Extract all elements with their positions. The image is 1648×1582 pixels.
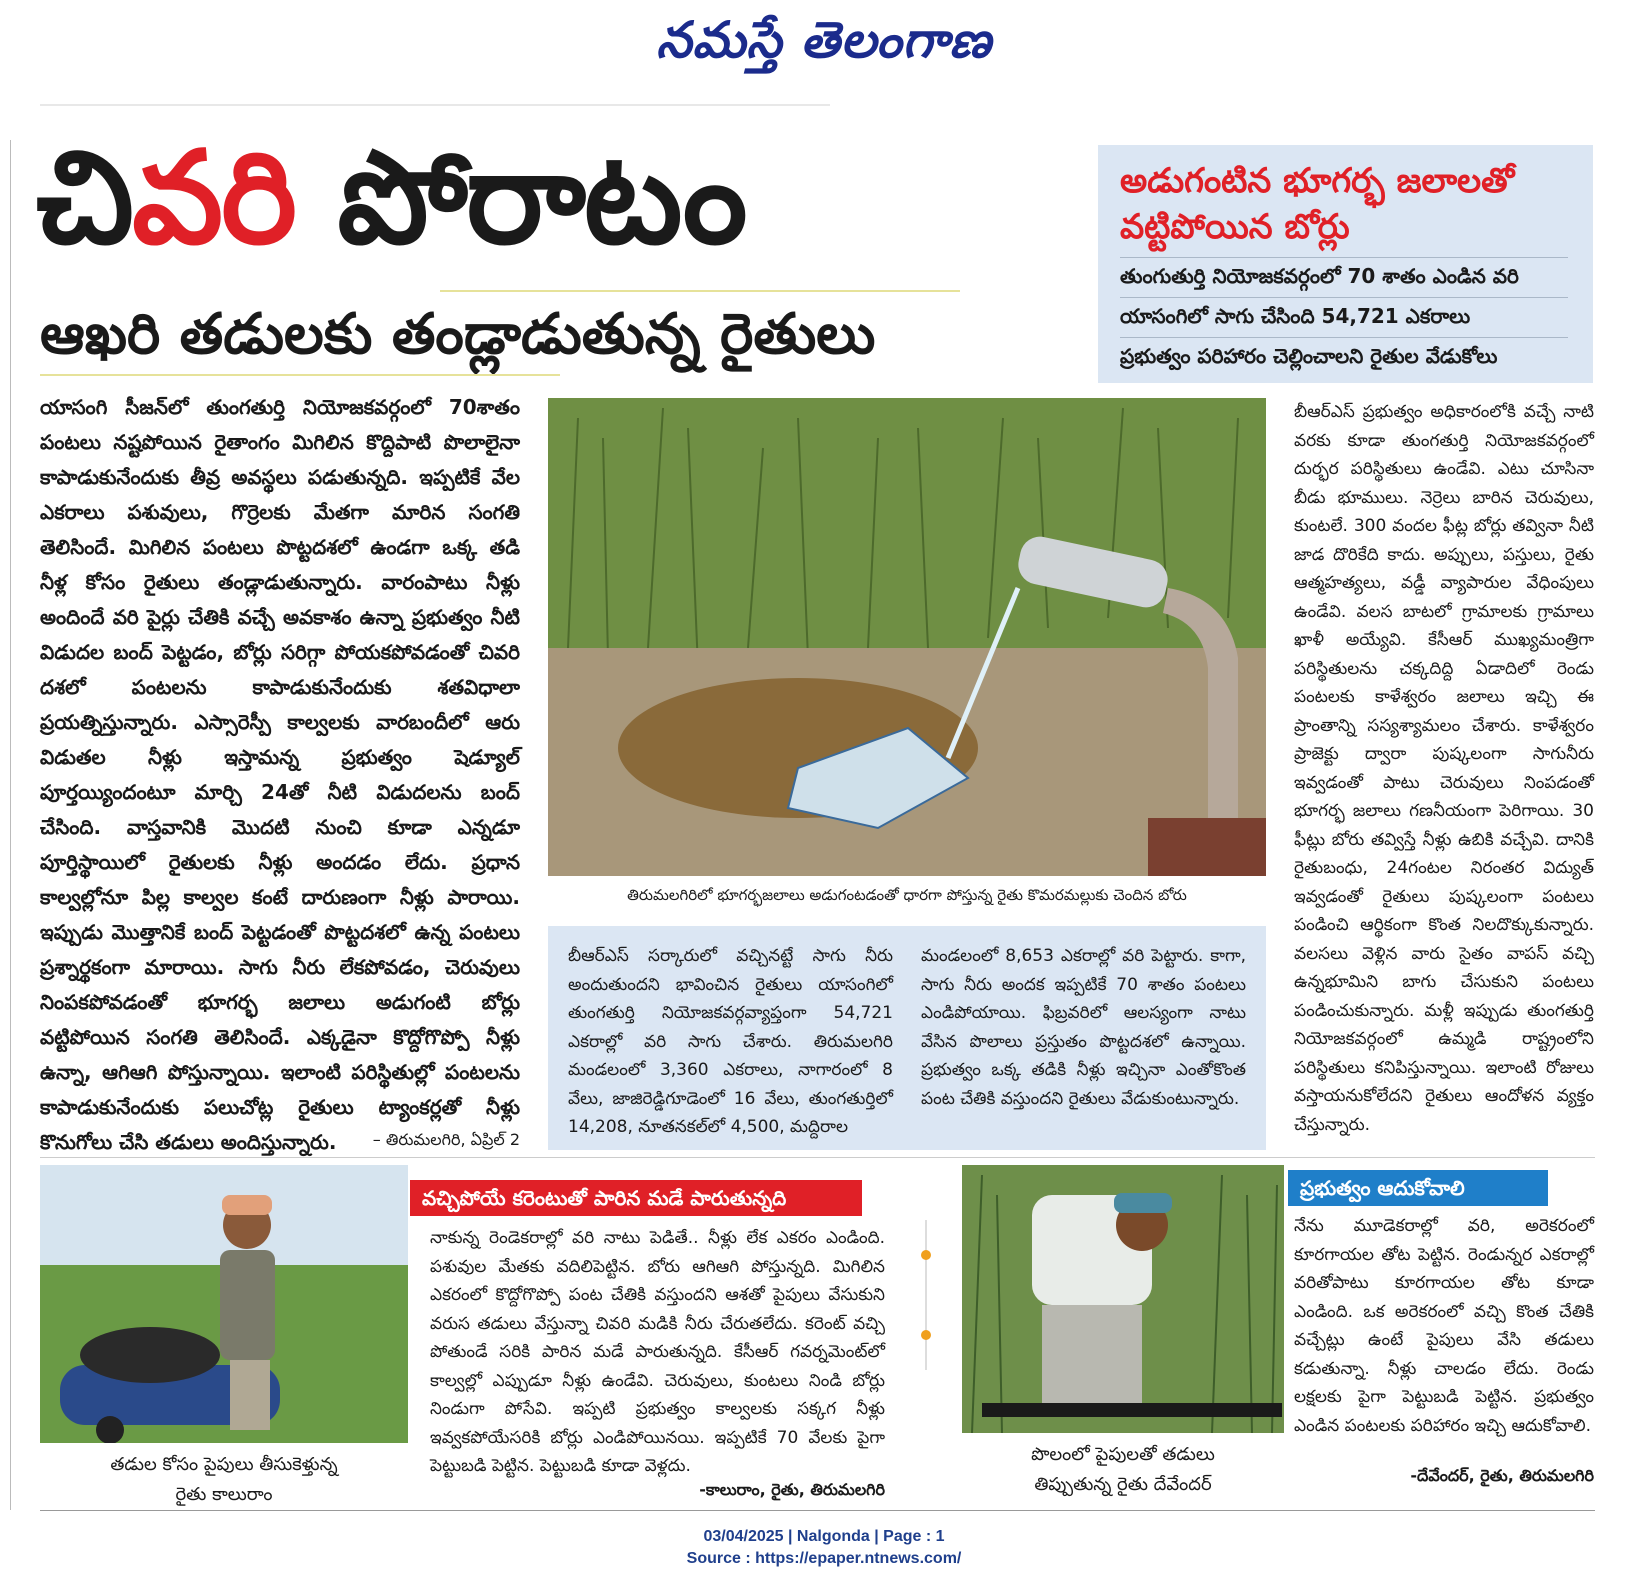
farmer-kaluram-illustration [40,1165,408,1443]
ornament-dot-icon [921,1330,931,1340]
headline-part-1: చి [36,124,133,273]
farmer-devender-caption-line-2: తిప్పుతున్న రైతు దేవేందర్ [1034,1474,1212,1495]
farmer-devender-illustration [962,1165,1284,1433]
footer-date-edition: 03/04/2025 | Nalgonda | Page : 1 [703,1528,945,1545]
quote-ornament-line [925,1220,927,1370]
main-photo-bore-well [548,398,1266,876]
headline-rule [440,290,960,292]
main-photo-caption: తిరుమలగిరిలో భూగర్భజలాలు అడుగంటడంతో ధారగా పోస్తున్న రైతు కొమరమల్లుకు చెందిన బోరు [627,886,1187,904]
highlights-title: అడుగంటిన భూగర్భ జలాలతో వట్టిపోయిన బోర్లు [1120,161,1515,247]
farmer-devender-caption-line-1: పొలంలో పైపులతో తడులు [1031,1444,1215,1465]
footer-rule [40,1510,1595,1511]
devender-quote-heading: ప్రభుత్వం ఆదుకోవాలి [1288,1170,1548,1206]
main-photo-illustration [548,398,1266,876]
quote-ornament [915,1220,935,1380]
headline-part-2: వరి [132,124,295,273]
headline-part-3: పోరాటం [294,124,746,273]
footer-source-link[interactable]: Source : https://epaper.ntnews.com/ [686,1550,962,1567]
headline [36,124,746,273]
article-right-column: బీఆర్‌ఎస్ ప్రభుత్వం అధికారంలోకి వచ్చే నాటి వరకు కూడా తుంగతుర్తి నియోజకవర్గంలో దుర్భర పరిస్థితులు ఉండేవి. ఎటు చూసినా బీడు భూములు. నెర్రెలు బారిన చెరువులు, కుంటలే. 300 వందల ఫీట్ల బోర్లు తవ్వినా నీటి జాడ దొరికేది కాదు. అప్పులు, పస్తులు, రైతు ఆత్మహత్యలు, వడ్డీ వ్యాపారుల వేధింపులు ఉండేవి. వలస బాటలో గ్రామాలకు గ్రామాలు ఖాళీ అయ్యేవి. కేసీఆర్ ముఖ్యమంత్రిగా పరిస్థితులను చక్కదిద్ది ఏడాదిలో రెండు పంటలకు కాళేశ్వరం జలాలు ఇచ్చి ఈ ప్రాంతాన్ని సస్యశ్యామలం చేశారు. కాళేశ్వరం ప్రాజెక్టు ద్వారా పుష్కలంగా సాగునీరు ఇవ్వడంతో పాటు చెరువులు నింపడంతో భూగర్భ జలాలు గణనీయంగా పెరిగాయి. 30 ఫీట్లు బోరు తవ్విస్తే నీళ్లు ఉబికి వచ్చేవి. దానికి రైతుబంధు, 24గంటల నిరంతర విద్యుత్ ఇవ్వడంతో రైతులు పుష్కలంగా పంటలు పండించి ఆర్థికంగా కొంత నిలదొక్కుకున్నారు. వలసలు వెళ్లిన వారు సైతం వాపస్ వచ్చి ఉన్నభూమిని బాగు చేసుకుని పంటలు పండించుకున్నారు. మళ్లీ ఇప్పుడు తుంగతుర్తి నియోజకవర్గంలో ఉమ్మడి రాష్ట్రంలోని పరిస్థితులు కనిపిస్తున్నాయి. ఇలాంటి రోజులు వస్తాయనుకోలేదని రైతులు ఆందోళన వ్యక్తం చేస్తున్నారు. [1294,402,1594,1135]
kaluram-quote-heading: వచ్చిపోయే కరెంటుతో పారిన మడే పారుతున్నది [410,1180,862,1216]
farmer-kaluram-caption-line-1: తడుల కోసం పైపులు తీసుకెళ్తున్న [110,1454,338,1475]
highlights-box [1098,145,1593,383]
kaluram-signature: -కాలురాం, రైతు, తిరుమలగిరి [699,1480,885,1499]
section-divider [40,1157,1595,1158]
farmer-devender-photo [962,1165,1284,1433]
farmer-kaluram-caption-line-2: రైతు కాలురాం [175,1484,273,1505]
statistics-column-1: బీఆర్‌ఎస్ సర్కారులో వచ్చినట్టే సాగు నీరు అందుతుందని భావించిన రైతులు యాసంగిలో తుంగతుర్తి నియోజకవర్గవ్యాప్తంగా 54,721 ఎకరాల్లో వరి సాగు చేశారు. తిరుమలగిరి మండలంలో 3,360 ఎకరాలు, నాగారంలో 8 వేలు, జాజిరెడ్డిగూడెంలో 16 వేలు, తుంగతుర్తిలో 14,208, నూతనకల్‌లో 4,500, మద్దిరాల [568,946,893,1137]
devender-quote-text: నేను మూడెకరాల్లో వరి, అరెకరంలో కూరగాయల తోట పెట్టిన. రెండున్నర ఎకరాల్లో వరితోపాటు కూరగాయల తోట కూడా ఎండింది. ఒక అరెకరంలో వచ్చి కొంత చేతికి వచ్చేట్లు ఉంటే పైపులు వేసి తడులు కడుతున్నా. నీళ్లు చాలడం లేదు. రెండు లక్షలకు పైగా పెట్టుబడి పెట్టిన. ప్రభుత్వం ఎండిన పంటలకు పరిహారం ఇచ్చి ఆదుకోవాలి. [1294,1216,1594,1436]
ornament-dot-icon [921,1250,931,1260]
highlight-line-1: తుంగుతుర్తి నియోజకవర్గంలో 70 శాతం ఎండిన వరి [1120,257,1568,293]
left-column-rule [10,140,11,1510]
statistics-column-2: మండలంలో 8,653 ఎకరాల్లో వరి పెట్టారు. కాగా, సాగు నీరు అందక ఇప్పటికే 70 శాతం పంటలు ఎండిపోయాయి. ఫిబ్రవరిలో ఆలస్యంగా నాటు వేసిన పొలాలు ప్రస్తుతం పొట్టదశలో ఉన్నాయి. ప్రభుత్వం ఒక్క తడికి నీళ్లు ఇచ్చినా ఎంతోకొంత పంట చేతికి వస్తుందని రైతులు వేడుకుంటున్నారు. [921,946,1246,1109]
farmer-kaluram-caption [40,1450,408,1510]
article-left-column: యాసంగి సీజన్‌లో తుంగతుర్తి నియోజకవర్గంలో 70శాతం పంటలు నష్టపోయిన రైతాంగం మిగిలిన కొద్దిపాటి పొలాలైనా కాపాడుకునేందుకు తీవ్ర అవస్థలు పడుతున్నది. ఇప్పటికే వేల ఎకరాలు పశువులు, గొర్రెలకు మేతగా మారిన సంగతి తెలిసిందే. మిగిలిన పంటలు పొట్టదశలో ఉండగా ఒక్క తడి నీళ్ల కోసం రైతులు తండ్లాడుతున్నారు. వారంపాటు నీళ్లు అందిందే వరి పైర్లు చేతికి వచ్చే అవకాశం ఉన్నా ప్రభుత్వం నీటి విడుదల బంద్ పెట్టడం, బోర్లు సరిగ్గా పోయకపోవడంతో చివరి దశలో పంటలను కాపాడుకునేందుకు శతవిధాలా ప్రయత్నిస్తున్నారు. ఎస్సారెస్పీ కాల్వలకు వారబందీలో ఆరు విడుతల నీళ్లు ఇస్తామన్న ప్రభుత్వం షెడ్యూల్ పూర్తయ్యిందంటూ మార్చి 24తో నీటి విడుదలను బంద్ చేసింది. వాస్తవానికి మొదటి నుంచి కూడా ఎన్నడూ పూర్తిస్థాయిలో రైతులకు నీళ్లు అందడం లేదు. ప్రధాన కాల్వల్లోనూ పిల్ల కాల్వల కంటే దారుణంగా నీళ్లు పారాయి. ఇప్పుడు మొత్తానికే బంద్ పెట్టడంతో పొట్టదశలో ఉన్న పంటలు ప్రశ్నార్థకంగా మారాయి. సాగు నీరు లేకపోవడం, చెరువులు నింపకపోవడంతో భూగర్భ జలాలు అడుగంటి బోర్లు వట్టిపోయిన సంగతి తెలిసిందే. ఎక్కడైనా కొద్దోగొప్పో నీళ్లు ఉన్నా, ఆగిఆగి పోస్తున్నాయి. ఇలాంటి పరిస్థితుల్లో పంటలను కాపాడుకునేందుకు పలుచోట్ల రైతులు ట్యాంకర్లతో నీళ్లు కొనుగోలు చేసి తడులు అందిస్తున్నారు. [40,395,520,1154]
farmer-devender-caption [962,1440,1284,1500]
highlight-line-3: ప్రభుత్వం పరిహారం చెల్లించాలని రైతుల వేడుకోలు [1120,337,1568,373]
subheadline-rule [40,374,560,376]
dateline: – తిరుమలగిరి, ఏప్రిల్ 2 [372,1130,520,1149]
masthead-logo: నమస్తే తెలంగాణ [656,10,992,69]
farmer-kaluram-photo [40,1165,408,1443]
subheadline: ఆఖరి తడులకు తండ్లాడుతున్న రైతులు [40,302,876,367]
masthead-rule [40,104,830,106]
devender-signature: -దేవేందర్, రైతు, తిరుమలగిరి [1410,1466,1594,1485]
kaluram-quote-text: నాకున్న రెండెకరాల్లో వరి నాటు పెడితే.. నీళ్లు లేక ఎకరం ఎండింది. పశువుల మేతకు వదిలిపెట్టిన. బోరు ఆగిఆగి పోస్తున్నది. మిగిలిన ఎకరంలో కొద్దోగొప్పో పంట చేతికి వస్తుందని ఆశతో పైపులు వేసుకుని వరుస తడులు వేస్తున్నా చివరి మడికి నీరు చేరుతలేదు. కరెంట్ వచ్చి పోతుండే సరికి పారిన మడే పారుతున్నది. కేసీఆర్ గవర్నమెంట్‌లో కాల్వల్లో ఎప్పుడూ నీళ్లు ఉండేవి. చెరువులు, కుంటలు నిండి బోర్లు నిండుగా పోసేవి. ఇప్పటి ప్రభుత్వం కాల్వలకు సక్కగ నీళ్లు ఇవ్వకపోయేసరికి బోర్లు ఎండిపోయినయి. ఇప్పటికే 70 వేలకు పైగా పెట్టుబడి పెట్టిన. పెట్టుబడి కూడా వెళ్లదు. [430,1228,885,1476]
statistics-box [548,926,1266,1150]
highlight-line-2: యాసంగిలో సాగు చేసింది 54,721 ఎకరాలు [1120,297,1568,333]
